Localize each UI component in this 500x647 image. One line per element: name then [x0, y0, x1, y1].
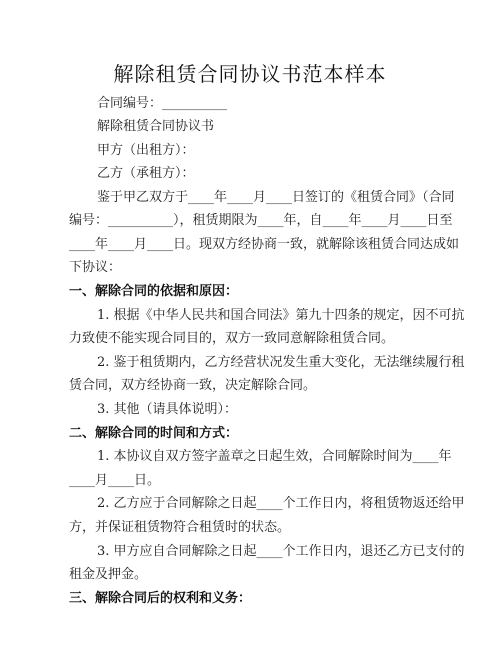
- agreement-name-line: 解除租赁合同协议书: [97, 119, 215, 134]
- section-1-item-2-line-1: 2. 鉴于租赁期内，乙方经营状况发生重大变化，无法继续履行租: [97, 355, 465, 370]
- section-1-item-3: 3. 其他（请具体说明）：: [97, 402, 238, 417]
- preamble-line-3: ____年____月____日。现双方经协商一致，就解除该租赁合同达成如: [69, 237, 460, 252]
- section-1-item-1-line-2: 力致使不能实现合同目的，双方一致同意解除租赁合同。: [69, 331, 395, 346]
- preamble-line-1: 鉴于甲乙双方于____年____月____日签订的《租赁合同》（合同: [97, 190, 455, 205]
- section-2-item-3-line-1: 3. 甲方应自合同解除之日起____个工作日内，退还乙方已支付的: [97, 544, 465, 559]
- document-title: 解除租赁合同协议书范本样本: [113, 62, 387, 86]
- section-1-item-2-line-2: 赁合同，双方经协商一致，决定解除合同。: [69, 378, 317, 393]
- section-2-heading: 二、解除合同的时间和方式：: [69, 426, 239, 441]
- preamble-line-2: 编号：__________），租赁期限为____年，自____年____月____日至: [69, 213, 453, 228]
- section-2-item-2-line-2: 方，并保证租赁物符合租赁时的状态。: [69, 520, 291, 535]
- section-1-heading: 一、解除合同的依据和原因：: [69, 284, 239, 299]
- section-2-item-2-line-1: 2. 乙方应于合同解除之日起____个工作日内，将租赁物返还给甲: [97, 496, 465, 511]
- preamble-line-4: 下协议：: [69, 260, 122, 275]
- section-2-item-1-line-1: 1. 本协议自双方签字盖章之日起生效，合同解除时间为____年: [97, 449, 452, 464]
- section-2-item-3-line-2: 租金及押金。: [69, 567, 148, 582]
- party-b-line: 乙方（承租方）：: [97, 166, 195, 181]
- contract-number-line: 合同编号：__________: [97, 96, 228, 111]
- section-2-item-1-line-2: ____月____日。: [69, 473, 161, 488]
- section-3-heading: 三、解除合同后的权利和义务：: [69, 591, 252, 606]
- section-1-item-1-line-1: 1. 根据《中华人民共和国合同法》第九十四条的规定，因不可抗: [97, 308, 465, 323]
- party-a-line: 甲方（出租方）：: [97, 143, 195, 158]
